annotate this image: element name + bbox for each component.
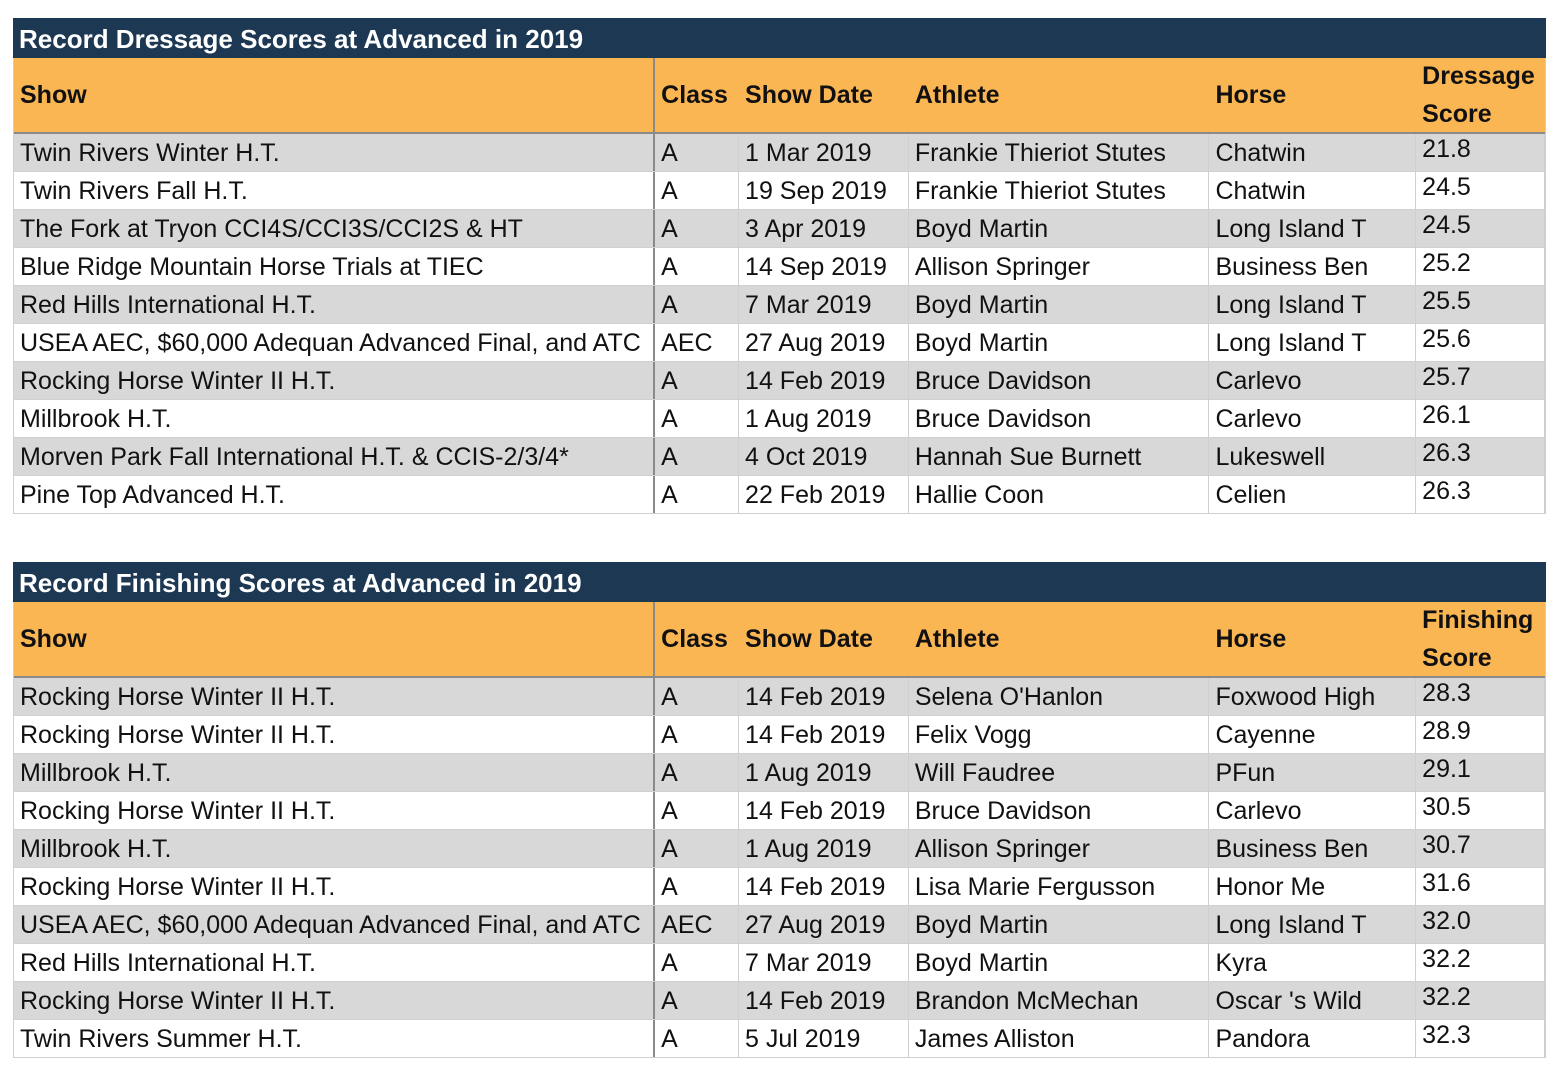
- cell-horse: Business Ben: [1209, 248, 1416, 285]
- cell-horse: Chatwin: [1209, 172, 1416, 209]
- col-header-horse: Horse: [1215, 624, 1287, 653]
- cell-horse: Long Island T: [1209, 324, 1416, 361]
- cell-show: Red Hills International H.T.: [14, 286, 655, 323]
- cell-show: Rocking Horse Winter II H.T.: [14, 982, 655, 1019]
- cell-show-date: 5 Jul 2019: [739, 1020, 909, 1057]
- cell-score: 28.9: [1416, 716, 1545, 753]
- cell-show-date: 1 Aug 2019: [739, 400, 909, 437]
- cell-score: 29.1: [1416, 754, 1545, 791]
- cell-athlete: James Alliston: [909, 1020, 1210, 1057]
- cell-show-date: 1 Mar 2019: [739, 134, 909, 171]
- cell-athlete: Will Faudree: [909, 754, 1210, 791]
- cell-score: 25.7: [1416, 362, 1545, 399]
- cell-horse: Carlevo: [1209, 792, 1416, 829]
- cell-score: 25.6: [1416, 324, 1545, 361]
- col-header-show-date: Show Date: [745, 80, 873, 109]
- cell-score: 32.2: [1416, 982, 1545, 1019]
- cell-horse: Carlevo: [1209, 400, 1416, 437]
- cell-score: 24.5: [1416, 210, 1545, 247]
- cell-horse: Carlevo: [1209, 362, 1416, 399]
- col-header-class: Class: [661, 624, 728, 653]
- cell-class: A: [655, 944, 739, 981]
- cell-athlete: Hannah Sue Burnett: [909, 438, 1210, 475]
- cell-show-date: 1 Aug 2019: [739, 754, 909, 791]
- cell-show-date: 27 Aug 2019: [739, 906, 909, 943]
- cell-horse: Celien: [1209, 476, 1416, 513]
- table-row: [14, 868, 1545, 906]
- cell-show: Millbrook H.T.: [14, 400, 655, 437]
- col-header-athlete: Athlete: [914, 80, 1000, 109]
- cell-show-date: 22 Feb 2019: [739, 476, 909, 513]
- cell-class: A: [655, 248, 739, 285]
- table-row: [14, 324, 1545, 362]
- table-body: [13, 58, 1546, 514]
- cell-athlete: Boyd Martin: [909, 286, 1210, 323]
- cell-horse: Long Island T: [1209, 906, 1416, 943]
- cell-horse: Foxwood High: [1209, 678, 1416, 715]
- cell-athlete: Lisa Marie Fergusson: [909, 868, 1210, 905]
- cell-show: Twin Rivers Summer H.T.: [14, 1020, 655, 1057]
- col-header-score: Dressage Score: [1422, 62, 1535, 128]
- cell-horse: Oscar 's Wild: [1209, 982, 1416, 1019]
- cell-score: 26.1: [1416, 400, 1545, 437]
- cell-horse: Long Island T: [1209, 210, 1416, 247]
- cell-show-date: 7 Mar 2019: [739, 286, 909, 323]
- cell-class: A: [655, 1020, 739, 1057]
- cell-score: 25.5: [1416, 286, 1545, 323]
- header-row: [14, 602, 1545, 678]
- cell-show-date: 7 Mar 2019: [739, 944, 909, 981]
- table-row: [14, 982, 1545, 1020]
- table-row: [14, 476, 1545, 514]
- cell-athlete: Felix Vogg: [909, 716, 1210, 753]
- cell-class: A: [655, 400, 739, 437]
- finishing-scores-table: [13, 562, 1546, 1058]
- table-rows: [14, 134, 1545, 514]
- col-header-show: Show: [14, 58, 655, 132]
- cell-show-date: 4 Oct 2019: [739, 438, 909, 475]
- cell-score: 32.2: [1416, 944, 1545, 981]
- cell-show: Red Hills International H.T.: [14, 944, 655, 981]
- cell-horse: Lukeswell: [1209, 438, 1416, 475]
- cell-horse: Honor Me: [1209, 868, 1416, 905]
- cell-score: 30.7: [1416, 830, 1545, 867]
- table-row: [14, 792, 1545, 830]
- cell-show: Millbrook H.T.: [14, 754, 655, 791]
- cell-class: A: [655, 134, 739, 171]
- cell-show: Millbrook H.T.: [14, 830, 655, 867]
- cell-show: Rocking Horse Winter II H.T.: [14, 678, 655, 715]
- table-row: [14, 438, 1545, 476]
- cell-class: A: [655, 476, 739, 513]
- cell-score: 28.3: [1416, 678, 1545, 715]
- cell-class: A: [655, 438, 739, 475]
- cell-class: A: [655, 830, 739, 867]
- dressage-scores-table: [13, 18, 1546, 514]
- header-row: [14, 58, 1545, 134]
- cell-horse: Long Island T: [1209, 286, 1416, 323]
- cell-show-date: 14 Feb 2019: [739, 678, 909, 715]
- table-row: [14, 286, 1545, 324]
- cell-score: 32.0: [1416, 906, 1545, 943]
- cell-athlete: Allison Springer: [909, 248, 1210, 285]
- cell-horse: Pandora: [1209, 1020, 1416, 1057]
- cell-score: 25.2: [1416, 248, 1545, 285]
- cell-show-date: 14 Feb 2019: [739, 362, 909, 399]
- cell-show-date: 3 Apr 2019: [739, 210, 909, 247]
- col-header-score: Finishing Score: [1422, 606, 1534, 672]
- cell-athlete: Boyd Martin: [909, 210, 1210, 247]
- cell-class: A: [655, 754, 739, 791]
- table-title: Record Finishing Scores at Advanced in 2019: [13, 562, 1546, 602]
- cell-show-date: 14 Feb 2019: [739, 792, 909, 829]
- cell-athlete: Bruce Davidson: [909, 792, 1210, 829]
- table-row: [14, 906, 1545, 944]
- cell-class: A: [655, 362, 739, 399]
- cell-show: Rocking Horse Winter II H.T.: [14, 792, 655, 829]
- table-row: [14, 716, 1545, 754]
- cell-class: A: [655, 982, 739, 1019]
- cell-score: 30.5: [1416, 792, 1545, 829]
- cell-score: 26.3: [1416, 476, 1545, 513]
- table-row: [14, 754, 1545, 792]
- cell-show: USEA AEC, $60,000 Adequan Advanced Final, and ATC: [14, 906, 655, 943]
- table-row: [14, 944, 1545, 982]
- cell-horse: PFun: [1209, 754, 1416, 791]
- table-row: [14, 248, 1545, 286]
- cell-athlete: Allison Springer: [909, 830, 1210, 867]
- cell-athlete: Frankie Thieriot Stutes: [909, 172, 1210, 209]
- cell-athlete: Bruce Davidson: [909, 400, 1210, 437]
- cell-show: Twin Rivers Winter H.T.: [14, 134, 655, 171]
- cell-show: Rocking Horse Winter II H.T.: [14, 716, 655, 753]
- cell-class: AEC: [655, 906, 739, 943]
- cell-athlete: Boyd Martin: [909, 324, 1210, 361]
- cell-show: Rocking Horse Winter II H.T.: [14, 868, 655, 905]
- cell-score: 21.8: [1416, 134, 1545, 171]
- cell-class: A: [655, 716, 739, 753]
- cell-show-date: 27 Aug 2019: [739, 324, 909, 361]
- cell-class: A: [655, 868, 739, 905]
- col-header-class: Class: [661, 80, 728, 109]
- cell-athlete: Selena O'Hanlon: [909, 678, 1210, 715]
- cell-athlete: Hallie Coon: [909, 476, 1210, 513]
- cell-athlete: Boyd Martin: [909, 906, 1210, 943]
- col-header-show: Show: [14, 602, 655, 676]
- cell-show: Twin Rivers Fall H.T.: [14, 172, 655, 209]
- cell-class: AEC: [655, 324, 739, 361]
- col-header-athlete: Athlete: [914, 624, 1000, 653]
- cell-horse: Cayenne: [1209, 716, 1416, 753]
- cell-show: Morven Park Fall International H.T. & CCIS-2/3/4*: [14, 438, 655, 475]
- cell-show-date: 14 Feb 2019: [739, 868, 909, 905]
- cell-score: 24.5: [1416, 172, 1545, 209]
- cell-show-date: 14 Feb 2019: [739, 982, 909, 1019]
- cell-class: A: [655, 678, 739, 715]
- cell-show-date: 14 Sep 2019: [739, 248, 909, 285]
- cell-show-date: 19 Sep 2019: [739, 172, 909, 209]
- table-row: [14, 400, 1545, 438]
- cell-score: 31.6: [1416, 868, 1545, 905]
- col-header-show-date: Show Date: [745, 624, 873, 653]
- cell-horse: Chatwin: [1209, 134, 1416, 171]
- cell-score: 32.3: [1416, 1020, 1545, 1057]
- cell-athlete: Boyd Martin: [909, 944, 1210, 981]
- table-row: [14, 678, 1545, 716]
- table-row: [14, 172, 1545, 210]
- table-row: [14, 134, 1545, 172]
- cell-show: The Fork at Tryon CCI4S/CCI3S/CCI2S & HT: [14, 210, 655, 247]
- cell-horse: Kyra: [1209, 944, 1416, 981]
- table-rows: [14, 678, 1545, 1058]
- cell-show: Blue Ridge Mountain Horse Trials at TIEC: [14, 248, 655, 285]
- cell-show-date: 1 Aug 2019: [739, 830, 909, 867]
- table-row: [14, 362, 1545, 400]
- table-body: [13, 602, 1546, 1058]
- table-title: Record Dressage Scores at Advanced in 2019: [13, 18, 1546, 58]
- cell-horse: Business Ben: [1209, 830, 1416, 867]
- cell-show: Rocking Horse Winter II H.T.: [14, 362, 655, 399]
- cell-class: A: [655, 210, 739, 247]
- cell-class: A: [655, 792, 739, 829]
- cell-class: A: [655, 286, 739, 323]
- col-header-horse: Horse: [1215, 80, 1287, 109]
- table-row: [14, 830, 1545, 868]
- cell-show: Pine Top Advanced H.T.: [14, 476, 655, 513]
- cell-athlete: Bruce Davidson: [909, 362, 1210, 399]
- cell-class: A: [655, 172, 739, 209]
- table-row: [14, 1020, 1545, 1058]
- cell-athlete: Brandon McMechan: [909, 982, 1210, 1019]
- table-row: [14, 210, 1545, 248]
- cell-score: 26.3: [1416, 438, 1545, 475]
- cell-athlete: Frankie Thieriot Stutes: [909, 134, 1210, 171]
- cell-show: USEA AEC, $60,000 Adequan Advanced Final, and ATC: [14, 324, 655, 361]
- cell-show-date: 14 Feb 2019: [739, 716, 909, 753]
